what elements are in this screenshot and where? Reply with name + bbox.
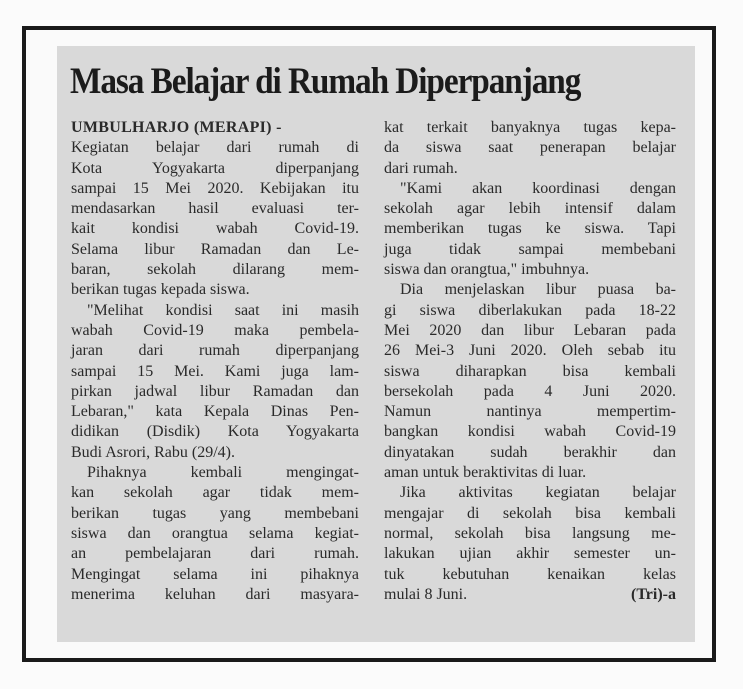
article-line: Budi Asrori, Rabu (29/4). (71, 443, 235, 461)
article-line: dinyatakan sudah berakhir dan (384, 443, 676, 461)
article-line: bangkan kondisi wabah Covid-19 (384, 423, 676, 441)
article-line: siswa dan orangtua," imbuhnya. (384, 261, 590, 279)
article-dateline: UMBULHARJO (MERAPI) - (71, 119, 282, 136)
article-column-left (71, 118, 359, 605)
article-line: jaran dari rumah diperpanjang (71, 342, 359, 360)
article-line: wabah Covid-19 maka pembela- (71, 321, 359, 339)
article-line: Kegiatan belajar dari rumah di (71, 139, 359, 157)
article-line: siswa diharapkan bisa kembali (384, 362, 676, 380)
article-line: "Melihat kondisi saat ini masih (87, 301, 359, 319)
article-line: gi siswa diberlakukan pada 18-22 (384, 301, 676, 319)
article-last-line (384, 585, 676, 605)
article-line: dari rumah. (384, 159, 458, 177)
article-line: kat terkait banyaknya tugas kepa- (384, 119, 676, 136)
article-line: Mengingat selama ini pihaknya (71, 565, 359, 583)
article-line: kan sekolah agar tidak mem- (71, 484, 359, 502)
article-line: Selama libur Ramadan dan Le- (71, 240, 359, 258)
article-headline: Masa Belajar di Rumah Diperpanjang (70, 61, 581, 102)
article-line: juga tidak sampai membebani (384, 240, 676, 258)
article-column-right (384, 118, 676, 605)
article-line: 26 Mei-3 Juni 2020. Oleh sebab itu (384, 342, 676, 360)
article-line: sekolah agar lebih intensif dalam (384, 200, 676, 218)
article-line: sampai 15 Mei 2020. Kebijakan itu (71, 179, 359, 197)
article-line (71, 118, 359, 138)
article-line: tuk kebutuhan kenaikan kelas (384, 565, 676, 583)
article-line: bersekolah pada 4 Juni 2020. (384, 382, 676, 400)
article-line: mulai 8 Juni. (384, 585, 468, 603)
author-signature: (Tri)-a (630, 585, 676, 603)
article-line: berikan tugas kepada siswa. (71, 281, 250, 299)
article-line: Kota Yogyakarta diperpanjang (71, 159, 359, 177)
article-line: Jika aktivitas kegiatan belajar (400, 484, 676, 502)
article-line: lakukan ujian akhir semester un- (384, 545, 676, 563)
article-line: menerima keluhan dari masyara- (71, 585, 359, 603)
article-line: Lebaran," kata Kepala Dinas Pen- (71, 403, 359, 421)
article-line: didikan (Disdik) Kota Yogyakarta (71, 423, 359, 441)
article-line: Pihaknya kembali mengingat- (87, 464, 359, 482)
article-line: Namun nantinya mempertim- (384, 403, 676, 421)
article-line: berikan tugas yang membebani (71, 504, 359, 522)
article-line: pirkan jadwal libur Ramadan dan (71, 382, 359, 400)
article-line: "Kami akan koordinasi dengan (400, 179, 676, 197)
article-line: mengajar di sekolah bisa kembali (384, 504, 676, 522)
article-line: Mei 2020 dan libur Lebaran pada (384, 321, 676, 339)
article-line: an pembelajaran dari rumah. (71, 545, 359, 563)
article-line: baran, sekolah dilarang mem- (71, 261, 359, 279)
article-line: mendasarkan hasil evaluasi ter- (71, 200, 359, 218)
article-line: normal, sekolah bisa langsung me- (384, 524, 676, 542)
article-line: memberikan tugas ke siswa. Tapi (384, 220, 676, 238)
article-line: da siswa saat penerapan belajar (384, 139, 676, 157)
article-line: aman untuk beraktivitas di luar. (384, 464, 587, 482)
article-line: siswa dan orangtua selama kegiat- (71, 524, 359, 542)
article-line: Dia menjelaskan libur puasa ba- (400, 281, 676, 299)
article-line: kait kondisi wabah Covid-19. (71, 220, 359, 238)
article-line: sampai 15 Mei. Kami juga lam- (71, 362, 359, 380)
